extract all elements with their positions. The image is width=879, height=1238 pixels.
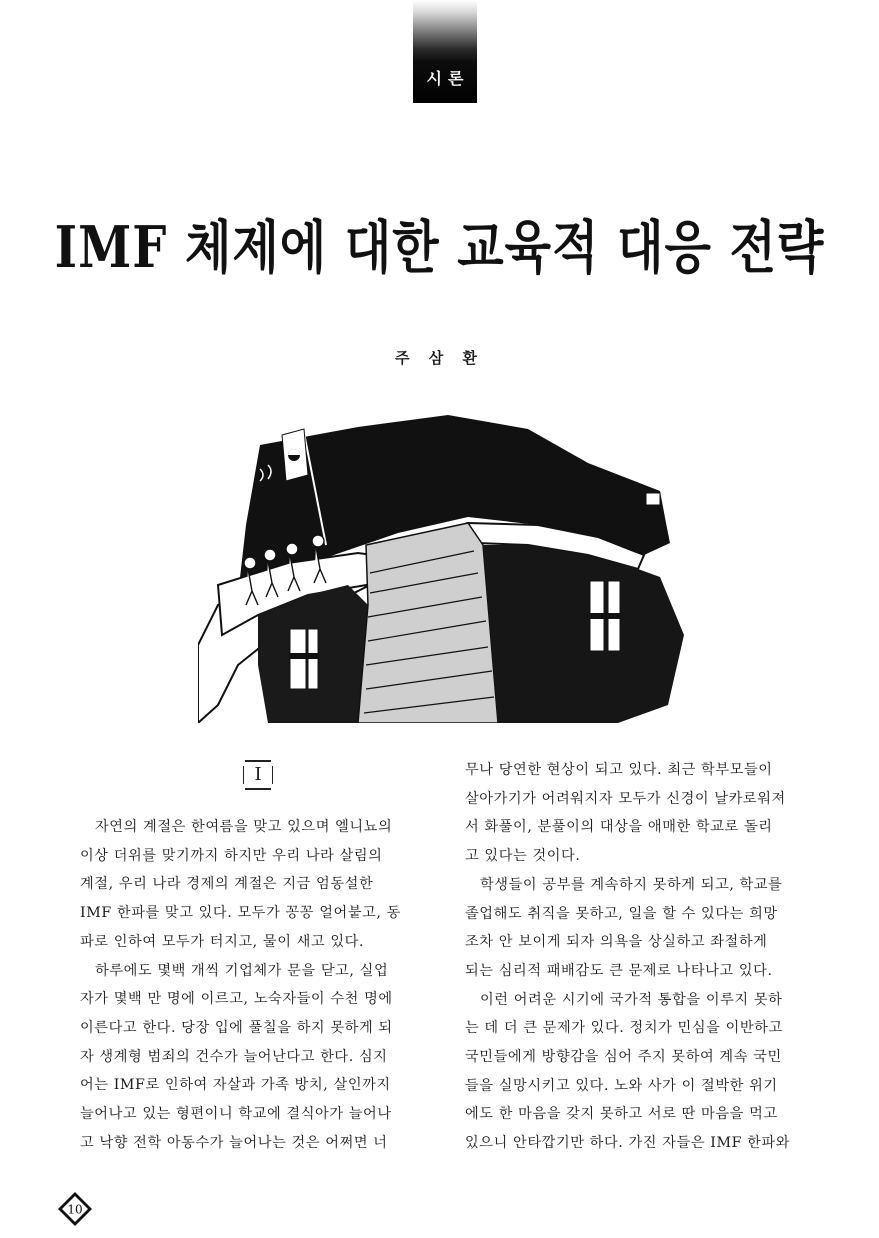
section-numeral: I bbox=[254, 764, 262, 785]
page-number: 10 bbox=[67, 1202, 83, 1217]
editorial-illustration bbox=[198, 405, 694, 723]
body-column-left bbox=[80, 813, 437, 1157]
body-line: 조차 안 보이게 되자 의욕을 상실하고 좌절하게 bbox=[465, 934, 768, 951]
body-line: 는 데 더 큰 문제가 있다. 정치가 민심을 이반하고 bbox=[465, 1020, 783, 1037]
body-line: 자연의 계절은 한여름을 맞고 있으며 엘니뇨의 bbox=[95, 819, 393, 835]
body-line: 학생들이 공부를 계속하지 못하게 되고, 학교를 bbox=[480, 876, 783, 893]
article-author: 주 삼 환 bbox=[395, 349, 484, 367]
body-line: 어는 IMF로 인하여 자살과 가족 방치, 살인까지 bbox=[80, 1077, 391, 1094]
body-line: 계절, 우리 나라 경제의 계절은 지금 엄동설한 bbox=[80, 876, 374, 893]
body-line: 자가 몇백 만 명에 이르고, 노숙자들이 수천 명에 bbox=[80, 991, 393, 1008]
body-line: 국민들에게 방향감을 심어 주지 못하여 계속 국민 bbox=[465, 1049, 782, 1066]
body-column-right bbox=[465, 756, 819, 1158]
body-line: 서 화풀이, 분풀이의 대상을 애매한 학교로 돌리 bbox=[465, 819, 773, 836]
body-line: 무나 당연한 현상이 되고 있다. 최근 학부모들이 bbox=[465, 762, 773, 778]
section-numeral-frame bbox=[237, 760, 279, 790]
body-line: 들을 실망시키고 있다. 노와 사가 이 절박한 위기 bbox=[465, 1077, 778, 1094]
body-line: 하루에도 몇백 개씩 기업체가 문을 닫고, 실업 bbox=[95, 962, 389, 979]
body-line: 이상 더위를 맞기까지 하지만 우리 나라 살림의 bbox=[80, 847, 383, 864]
section-tab bbox=[413, 0, 477, 103]
article-title: IMF 체제에 대한 교육적 대응 전략 bbox=[54, 214, 825, 282]
body-line: 되는 심리적 패배감도 큰 문제로 나타나고 있다. bbox=[465, 962, 773, 979]
body-line: IMF 한파를 맞고 있다. 모두가 꽁꽁 얼어붙고, 동 bbox=[80, 905, 401, 922]
body-line: 이른다고 한다. 당장 입에 풀칠을 하지 못하게 되 bbox=[80, 1019, 393, 1036]
body-line: 고 있다는 것이다. bbox=[465, 848, 581, 865]
page-number-badge bbox=[57, 1191, 93, 1227]
body-line: 늘어나고 있는 형편이니 학교에 결식아가 늘어나 bbox=[80, 1106, 392, 1123]
body-line: 살아가기가 어려워지자 모두가 신경이 날카로워져 bbox=[465, 790, 786, 807]
body-line: 자 생계형 범죄의 건수가 늘어난다고 한다. 심지 bbox=[80, 1048, 388, 1065]
body-line: 있으니 안타깝기만 하다. 가진 자들은 IMF 한파와 bbox=[465, 1135, 791, 1152]
section-tab-label: 시론 bbox=[426, 69, 470, 88]
body-line: 졸업해도 취직을 못하고, 일을 할 수 있다는 희망 bbox=[465, 905, 778, 922]
body-line: 에도 한 마음을 갖지 못하고 서로 딴 마음을 먹고 bbox=[465, 1106, 778, 1123]
body-line: 파로 인하여 모두가 터지고, 물이 새고 있다. bbox=[80, 933, 365, 950]
body-line: 이런 어려운 시기에 국가적 통합을 이루지 못하 bbox=[480, 991, 783, 1008]
body-line: 고 낙향 전학 아동수가 늘어나는 것은 어쩌면 너 bbox=[80, 1134, 388, 1151]
